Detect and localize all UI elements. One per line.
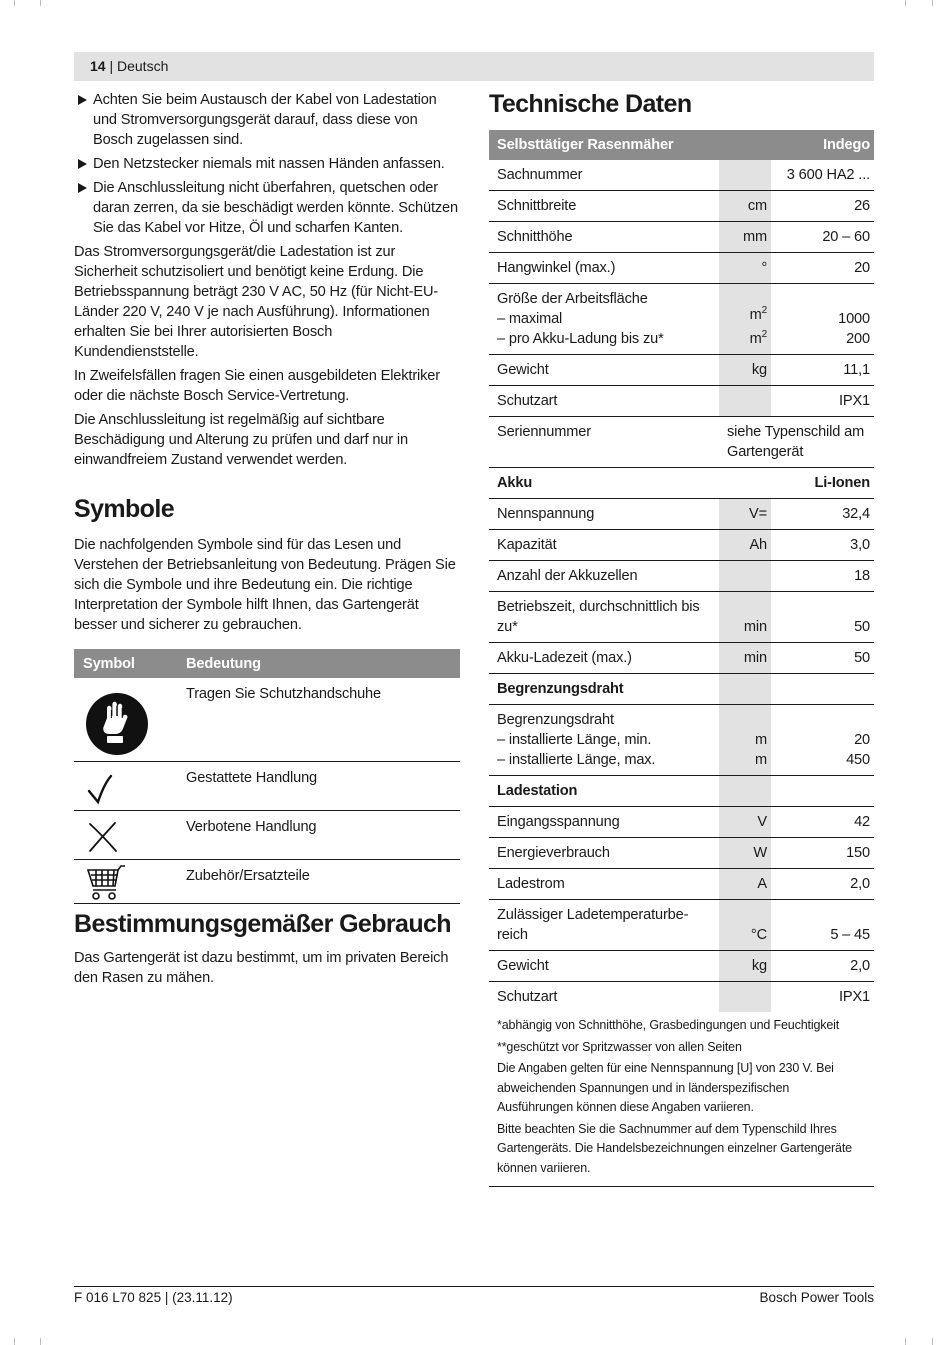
row-label — [489, 592, 719, 643]
row-label: Gewicht — [489, 355, 719, 386]
table-row — [489, 160, 874, 191]
row-value — [771, 674, 874, 705]
row-unit: °C — [719, 900, 771, 951]
table-row — [489, 417, 874, 468]
row-label: Ladestrom — [489, 869, 719, 900]
cross-icon — [74, 811, 180, 859]
row-label: Anzahl der Akkuzellen — [489, 561, 719, 592]
row-label: Kapazität — [489, 530, 719, 561]
bullet-item: Achten Sie beim Austausch der Kabel von Ladestation und Stromversorgungsgerät darauf, dass diese von Bosch zugelassen sind. — [74, 90, 460, 150]
product-name: Indego — [771, 130, 874, 160]
table-row — [489, 355, 874, 386]
right-column — [489, 88, 874, 1187]
bullet-item: Die Anschlussleitung nicht überfahren, quetschen oder daran zerren, da sie beschädigt werden könnte. Schützen Sie das Kabel vor Hitze, Öl und scharfen Kanten. — [74, 178, 460, 238]
row-unit — [719, 561, 771, 592]
row-unit: Ah — [719, 530, 771, 561]
table-row — [489, 900, 874, 951]
table-row — [489, 386, 874, 417]
crop-mark — [932, 0, 933, 6]
row-unit: min — [719, 643, 771, 674]
table-row — [489, 869, 874, 900]
value-line: Gartengerät — [727, 444, 804, 460]
table-section-row — [489, 468, 874, 499]
row-value: 150 — [771, 838, 874, 869]
label-line: Betriebszeit, durchschnittlich bis — [497, 599, 700, 615]
section-value: Li-Ionen — [771, 468, 874, 499]
row-label: Eingangsspannung — [489, 807, 719, 838]
page-footer — [74, 1286, 874, 1305]
paragraph: In Zweifelsfällen fragen Sie einen ausgebildeten Elektriker oder die nächste Bosch Service-Vertretung. — [74, 368, 440, 404]
row-label — [489, 900, 719, 951]
row-sublabel: – installierte Länge, max. — [497, 752, 656, 768]
check-icon — [74, 762, 180, 810]
section-label: Akku — [489, 468, 719, 499]
footnote: Die Angaben gelten für eine Nennspannung [U] von 230 V. Bei abweichenden Spannungen und in länderspezifischen Ausführungen können diese Angaben variieren. — [497, 1061, 834, 1114]
table-title-row — [489, 130, 874, 160]
row-label: Schutzart — [497, 989, 558, 1005]
symbol-row — [74, 678, 460, 762]
table-row — [489, 222, 874, 253]
row-label: Energieverbrauch — [489, 838, 719, 869]
unit-exponent: 2 — [761, 329, 767, 341]
footnote: Bitte beachten Sie die Sachnummer auf dem Typenschild Ihres Gartengeräts. Die Handelsbezeichnungen einzelner Gartengeräte können variieren. — [497, 1121, 852, 1175]
row-value: IPX1 — [838, 989, 870, 1005]
symbols-heading: Symbole — [74, 495, 174, 523]
row-value: IPX1 — [771, 386, 874, 417]
row-unit: W — [719, 838, 771, 869]
unit-exponent: 2 — [761, 305, 767, 317]
row-unit: mm — [719, 222, 771, 253]
crop-mark — [40, 0, 41, 6]
row-unit — [719, 705, 771, 776]
table-row — [489, 705, 874, 776]
value-line: 1000 — [838, 311, 870, 327]
document-reference: F 016 L70 825 | (23.11.12) — [74, 1290, 233, 1305]
symbol-meaning: Gestattete Handlung — [180, 762, 460, 811]
crop-mark — [40, 1338, 41, 1345]
table-row — [489, 643, 874, 674]
row-unit — [719, 982, 771, 1013]
row-unit: kg — [719, 355, 771, 386]
value-line: 20 — [854, 732, 870, 748]
row-unit: kg — [719, 951, 771, 982]
row-unit: V — [719, 807, 771, 838]
symbol-row — [74, 811, 460, 860]
row-label: Schnitthöhe — [489, 222, 719, 253]
unit-text: m — [754, 752, 767, 768]
table-row — [489, 284, 874, 355]
row-value: 42 — [771, 807, 874, 838]
row-label: Schutzart — [489, 386, 719, 417]
table-row — [489, 253, 874, 284]
row-label: Akku-Ladezeit (max.) — [489, 643, 719, 674]
row-value: 32,4 — [771, 499, 874, 530]
symbols-table — [74, 649, 460, 904]
technical-data-table — [489, 130, 874, 1012]
row-value: 5 – 45 — [771, 900, 874, 951]
crop-mark — [905, 1338, 906, 1345]
table-row — [489, 530, 874, 561]
row-unit: ° — [719, 253, 771, 284]
table-row — [489, 499, 874, 530]
row-value: 18 — [771, 561, 874, 592]
symbol-row — [74, 860, 460, 904]
row-unit — [719, 468, 771, 499]
row-value: 2,0 — [771, 869, 874, 900]
row-value: 26 — [771, 191, 874, 222]
row-value — [771, 705, 874, 776]
safety-bullet-list — [74, 90, 460, 238]
bullet-item: Den Netzstecker niemals mit nassen Händen anfassen. — [74, 154, 460, 174]
symbol-meaning: Zubehör/Ersatzteile — [180, 860, 460, 904]
crop-mark — [932, 1338, 933, 1345]
row-label: Nennspannung — [489, 499, 719, 530]
table-row — [489, 982, 874, 1013]
crop-mark — [14, 0, 15, 6]
label-line: reich — [497, 927, 528, 943]
header-separator: | — [105, 58, 117, 74]
table-row — [489, 561, 874, 592]
row-value: 20 – 60 — [771, 222, 874, 253]
row-value: 3,0 — [771, 530, 874, 561]
publisher: Bosch Power Tools — [759, 1290, 874, 1305]
crop-mark — [905, 0, 906, 6]
column-header-symbol: Symbol — [74, 649, 180, 678]
row-unit — [719, 386, 771, 417]
row-value — [719, 417, 874, 468]
product-type: Selbsttätiger Rasenmäher — [489, 130, 771, 160]
row-value: 50 — [771, 643, 874, 674]
symbol-meaning: Verbotene Handlung — [180, 811, 460, 860]
page-header — [74, 52, 874, 81]
row-unit — [719, 776, 771, 807]
paragraph: Die Anschlussleitung ist regelmäßig auf sichtbare Beschädigung und Alterung zu prüfen und darf nur in einwandfreiem Zustand verwendet werden. — [74, 412, 408, 468]
footnote: *abhängig von Schnitthöhe, Grasbedingungen und Feuchtigkeit — [497, 1018, 840, 1032]
row-label — [489, 284, 719, 355]
table-row — [489, 592, 874, 643]
unit-text: m — [754, 732, 767, 748]
page-number: 14 — [90, 58, 106, 74]
row-value: 20 — [771, 253, 874, 284]
table-row — [489, 191, 874, 222]
header-language: Deutsch — [117, 58, 169, 74]
unit-text: m — [749, 307, 762, 324]
row-unit — [719, 160, 771, 191]
symbols-table-header — [74, 649, 460, 678]
row-label: Gewicht — [489, 951, 719, 982]
row-label: Sachnummer — [489, 160, 719, 191]
row-value: 3 600 HA2 ... — [771, 160, 874, 191]
table-section-row — [489, 776, 874, 807]
table-section-row — [489, 674, 874, 705]
intended-use-text: Das Gartengerät ist dazu bestimmt, um im privaten Bereich den Rasen zu mähen. — [74, 950, 449, 986]
row-unit — [719, 284, 771, 355]
unit-text: m — [749, 331, 762, 347]
value-line: 200 — [846, 331, 870, 347]
label-line: Zulässiger Ladetemperaturbe- — [497, 907, 689, 923]
row-value — [771, 776, 874, 807]
section-label: Begrenzungsdraht — [489, 674, 719, 705]
row-value: 50 — [771, 592, 874, 643]
value-line: 450 — [846, 752, 870, 768]
value-line: siehe Typenschild am — [727, 424, 865, 440]
row-value — [771, 284, 874, 355]
row-sublabel: – maximal — [497, 311, 563, 327]
symbols-intro: Die nachfolgenden Symbole sind für das Lesen und Verstehen der Betriebsanleitung von Bedeutung. Prägen Sie sich die Symbole und ihre Bedeutung ein. Die richtige Interpretation der Symbole hilft Ihnen, das Gartengerät besser und sicherer zu gebrauchen. — [74, 537, 456, 633]
section-label: Ladestation — [489, 776, 719, 807]
row-label: Hangwinkel (max.) — [489, 253, 719, 284]
row-unit: min — [719, 592, 771, 643]
column-header-meaning: Bedeutung — [180, 649, 460, 678]
intended-use-heading: Bestimmungsgemäßer Gebrauch — [74, 910, 451, 938]
shopping-cart-icon — [74, 860, 180, 903]
row-sublabel: – pro Akku-Ladung bis zu* — [497, 331, 664, 347]
row-value: 2,0 — [771, 951, 874, 982]
table-footnotes — [489, 1012, 874, 1187]
row-label: Seriennummer — [489, 417, 719, 468]
row-unit: V= — [719, 499, 771, 530]
label-line: zu* — [497, 619, 518, 635]
gloves-icon — [74, 678, 180, 761]
paragraph: Das Stromversorgungsgerät/die Ladestation ist zur Sicherheit schutzisoliert und benötigt keine Erdung. Die Betriebsspannung beträgt 230 V AC, 50 Hz (für Nicht-EU-Länder 220 V, 240 V je nach Ausführung). Informationen erhalten Sie bei Ihrer autorisierten Bosch Kundendienststelle. — [74, 244, 439, 360]
row-label — [489, 705, 719, 776]
row-label-main: Begrenzungsdraht — [497, 712, 614, 728]
row-unit — [719, 674, 771, 705]
crop-mark — [14, 1338, 15, 1345]
row-unit: A — [719, 869, 771, 900]
row-unit: cm — [719, 191, 771, 222]
row-label: Schnittbreite — [489, 191, 719, 222]
row-sublabel: – installierte Länge, min. — [497, 732, 652, 748]
row-value: 11,1 — [771, 355, 874, 386]
symbol-meaning: Tragen Sie Schutzhandschuhe — [180, 678, 460, 762]
footnote: **geschützt vor Spritzwasser von allen Seiten — [497, 1039, 742, 1054]
table-row — [489, 838, 874, 869]
table-row — [489, 807, 874, 838]
technical-data-heading: Technische Daten — [489, 90, 692, 118]
table-row — [489, 951, 874, 982]
row-label-main: Größe der Arbeitsfläche — [497, 291, 648, 307]
symbol-row — [74, 762, 460, 811]
left-column — [74, 90, 460, 992]
